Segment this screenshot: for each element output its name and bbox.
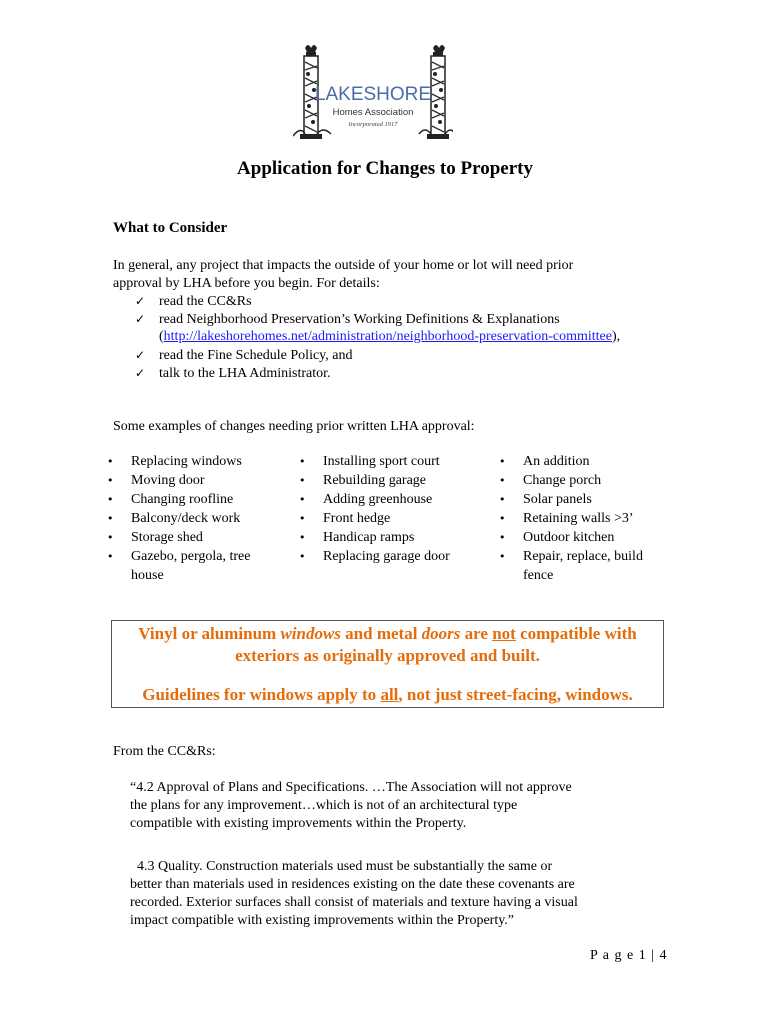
svg-text:Homes Association: Homes Association [332,107,414,118]
ccrs-quote-2-line-3: recorded. Exterior surfaces shall consist of materials and texture having a visual [130,895,578,910]
bullet-icon: • [107,550,114,563]
checkmark-icon: ✓ [135,348,146,362]
ccrs-quote-1-line-1: “4.2 Approval of Plans and Specifications. …The Association will not approve [130,780,572,795]
lakeshore-logo [293,40,453,140]
section-heading-what-to-consider: What to Consider [113,220,228,236]
page-title: Application for Changes to Property [237,158,533,179]
bullet-icon: • [299,531,306,544]
list-item: • Gazebo, pergola, tree house [107,549,251,583]
list-item: • Moving door [107,473,205,488]
bullet-icon: • [107,493,114,506]
list-item: • Balcony/deck work [107,511,241,526]
checklist-item-administrator: ✓ talk to the LHA Administrator. [135,366,331,381]
list-item: • Repair, replace, build fence [499,549,643,583]
checklist-item-definitions: ✓ read Neighborhood Preservation’s Working Definitions & Explanations [135,312,560,327]
ccrs-quote-2-line-4: impact compatible with existing improvements within the Property.” [130,913,515,928]
checklist-item-ccrs: ✓ read the CC&Rs [135,294,252,309]
list-item: • Storage shed [107,530,203,545]
checklist-item-fine-schedule: ✓ read the Fine Schedule Policy, and [135,348,353,363]
ccrs-quote-1-line-2: the plans for any improvement…which is not of an architectural type [130,798,518,813]
list-item: • An addition [499,454,590,469]
svg-text:Incorporated 1917: Incorporated 1917 [348,121,398,128]
list-item: • Front hedge [299,511,391,526]
ccrs-quote-2-line-2: better than materials used in residences existing on the date these covenants are [130,877,575,892]
checklist-item-definitions-link-line: (http://lakeshorehomes.net/administration/neighborhood-preservation-committee), [159,329,621,344]
checkmark-icon: ✓ [135,294,146,308]
checkmark-icon: ✓ [135,312,146,326]
bullet-icon: • [107,474,114,487]
examples-column-2 [299,452,489,566]
list-item: • Solar panels [499,492,592,507]
bullet-icon: • [107,512,114,525]
checkmark-icon: ✓ [135,366,146,380]
intro-text-line-1: In general, any project that impacts the outside of your home or lot will need prior [113,258,574,273]
notice-line-1: Vinyl or aluminum windows and metal doors are not compatible with [138,624,637,643]
list-item: • Installing sport court [299,454,440,469]
bullet-icon: • [299,493,306,506]
list-item: • Handicap ramps [299,530,415,545]
bullet-icon: • [299,512,306,525]
page-number: P a g e 1 | 4 [590,948,668,963]
bullet-icon: • [107,455,114,468]
bullet-icon: • [499,512,506,525]
ccrs-heading: From the CC&Rs: [113,744,216,759]
bullet-icon: • [107,531,114,544]
list-item: • Replacing windows [107,454,242,469]
examples-column-1 [107,452,297,585]
ccrs-quote-2-line-1: 4.3 Quality. Construction materials used must be substantially the same or [137,859,553,874]
bullet-icon: • [299,550,306,563]
list-item: • Rebuilding garage [299,473,427,488]
list-item: • Replacing garage door [299,549,450,564]
svg-text:LAKESHORE: LAKESHORE [314,84,432,105]
neighborhood-preservation-link[interactable]: http://lakeshorehomes.net/administration/neighborhood-preservation-committee [163,329,612,344]
list-item: • Changing roofline [107,492,234,507]
examples-column-3 [499,452,689,585]
ccrs-quote-1-line-3: compatible with existing improvements within the Property. [130,816,467,831]
bullet-icon: • [499,493,506,506]
bullet-icon: • [499,455,506,468]
bullet-icon: • [299,474,306,487]
intro-text-line-2: approval by LHA before you begin. For details: [113,276,380,291]
list-item: • Outdoor kitchen [499,530,615,545]
bullet-icon: • [299,455,306,468]
bullet-icon: • [499,531,506,544]
notice-line-2: exteriors as originally approved and built. [235,646,540,665]
bullet-icon: • [499,550,506,563]
notice-guidelines-line: Guidelines for windows apply to all, not just street-facing, windows. [142,685,633,704]
examples-intro: Some examples of changes needing prior written LHA approval: [113,419,475,434]
windows-doors-notice-box [111,620,664,708]
bullet-icon: • [499,474,506,487]
lakeshore-pillars-icon [293,40,453,140]
list-item: • Adding greenhouse [299,492,433,507]
list-item: • Retaining walls >3’ [499,511,634,526]
list-item: • Change porch [499,473,602,488]
